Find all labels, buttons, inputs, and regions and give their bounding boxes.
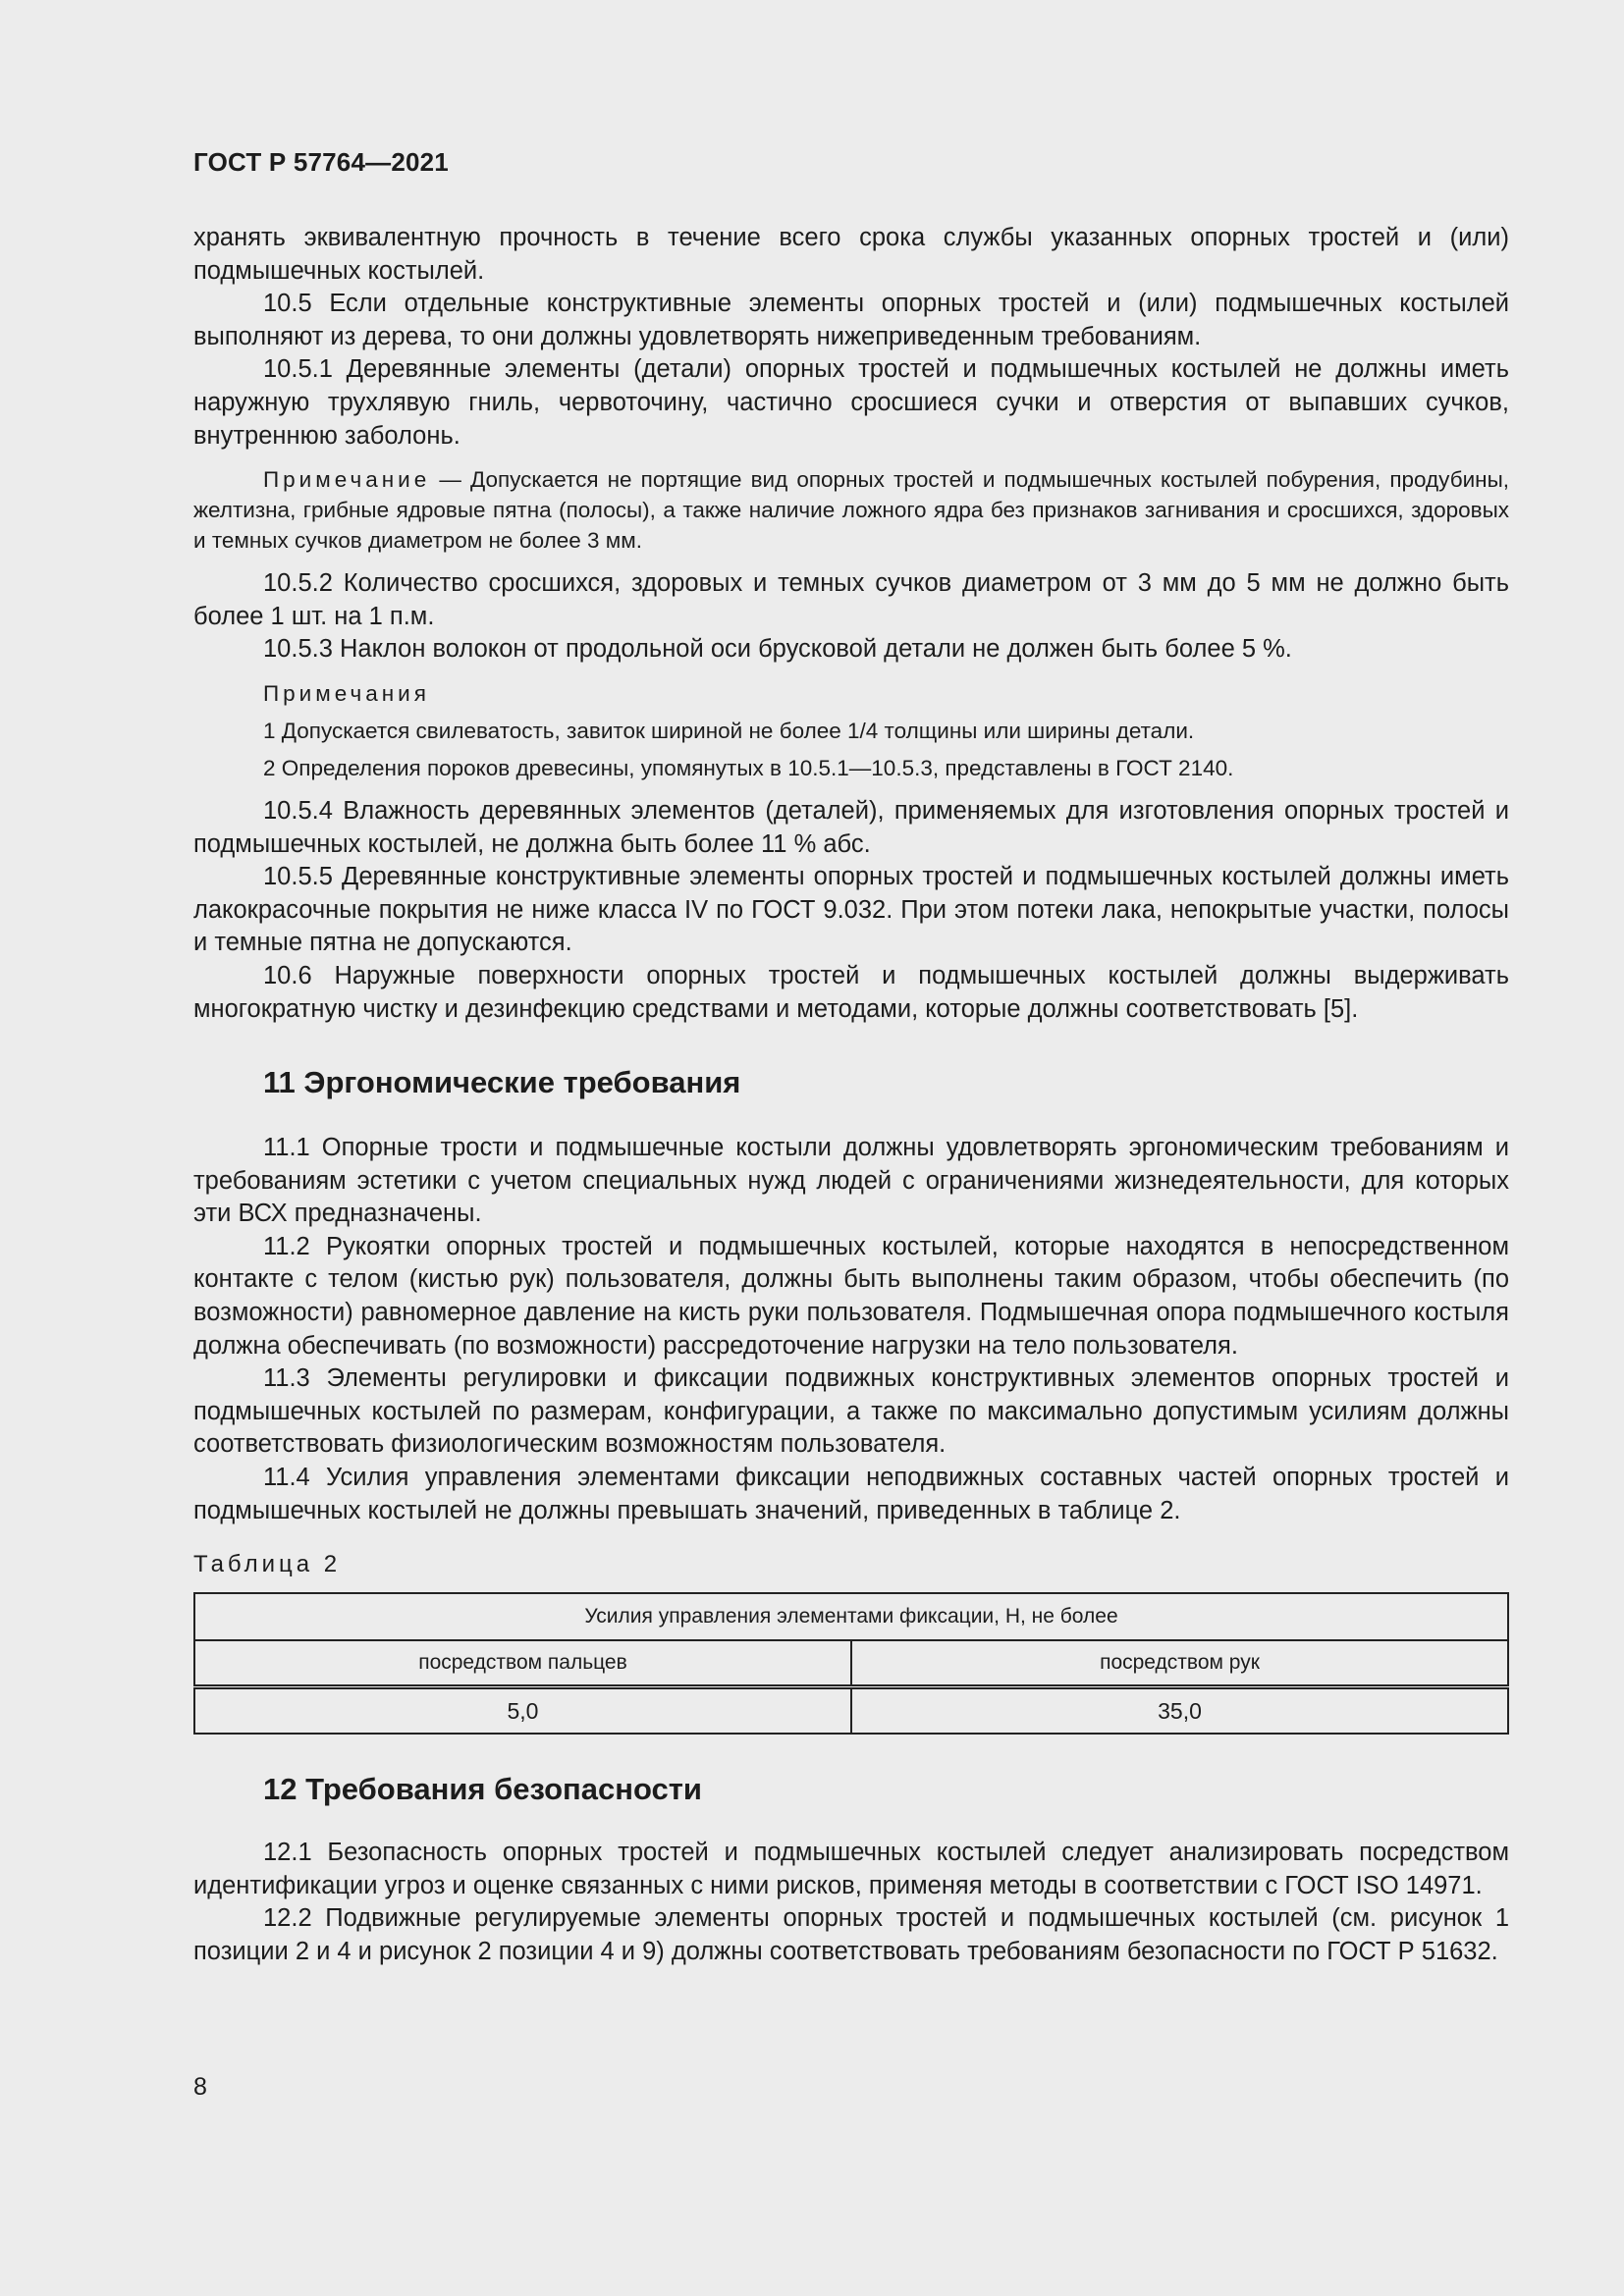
section-heading-11: 11 Эргономические требования bbox=[263, 1065, 741, 1100]
paragraph-10-5-4: 10.5.4 Влажность деревянных элементов (деталей), применяемых для изготовления опорных тростей и подмышечных костылей, не должна быть более 11 % абс. bbox=[193, 796, 1509, 858]
paragraph-11-3: 11.3 Элементы регулировки и фиксации подвижных конструктивных элементов опорных тростей и подмышечных костылей по размерам, конфигурации, а также по максимально допустимым усилиям должны соответствовать физиологическим возможностям пользователя. bbox=[193, 1364, 1509, 1459]
table-column-fingers: посредством пальцев bbox=[194, 1640, 851, 1687]
paragraph-10-5-1: 10.5.1 Деревянные элементы (детали) опорных тростей и подмышечных костылей не должны иметь наружную трухлявую гниль, червоточину, частично сросшиеся сучки и отверстия от выпавших сучков, внутреннюю заболонь. bbox=[193, 355, 1509, 450]
paragraph-12-2: 12.2 Подвижные регулируемые элементы опорных тростей и подмышечных костылей (см. рисунок 1 позиции 2 и 4 и рисунок 2 позиции 4 и 9) должны соответствовать требованиям безопасности по ГОСТ Р 51632. bbox=[193, 1904, 1509, 1965]
document-header: ГОСТ Р 57764—2021 bbox=[193, 147, 449, 177]
paragraph-10-6: 10.6 Наружные поверхности опорных тростей и подмышечных костылей должны выдерживать многократную чистку и дезинфекцию средствами и методами, которые должны соответствовать [5]. bbox=[193, 961, 1509, 1023]
note-item-1: 1 Допускается свилеватость, завиток шириной не более 1/4 толщины или ширины детали. bbox=[263, 718, 1195, 743]
paragraph-continuation: хранять эквивалентную прочность в течение всего срока службы указанных опорных тростей и (или) подмышечных костылей. bbox=[193, 224, 1509, 285]
paragraph-10-5-2: 10.5.2 Количество сросшихся, здоровых и темных сучков диаметром от 3 мм до 5 мм не должно быть более 1 шт. на 1 п.м. bbox=[193, 569, 1509, 630]
paragraph-11-1: 11.1 Опорные трости и подмышечные костыли должны удовлетворять эргономическим требованиям и требованиям эстетики с учетом специальных нужд людей с ограничениями жизнедеятельности, для которых эти ВСХ предназначены. bbox=[193, 1134, 1509, 1228]
paragraph-10-5-3: 10.5.3 Наклон волокон от продольной оси брусковой детали не должен быть более 5 %. bbox=[263, 635, 1292, 664]
table-header-cell: Усилия управления элементами фиксации, Н, не более bbox=[194, 1593, 1508, 1640]
note-10-5-1 bbox=[193, 464, 1509, 556]
paragraph-12-1: 12.1 Безопасность опорных тростей и подмышечных костылей следует анализировать посредством идентификации угроз и оценке связанных с ними рисков, применяя методы в соответствии с ГОСТ ISO 14971. bbox=[193, 1839, 1509, 1899]
paragraph-10-5-5: 10.5.5 Деревянные конструктивные элементы опорных тростей и подмышечных костылей должны иметь лакокрасочные покрытия не ниже класса IV по ГОСТ 9.032. При этом потеки лака, непокрытые участки, полосы и темные пятна не допускаются. bbox=[193, 863, 1509, 957]
section-heading-12: 12 Требования безопасности bbox=[263, 1772, 702, 1807]
paragraph-11-4: 11.4 Усилия управления элементами фиксации неподвижных составных частей опорных тростей и подмышечных костылей не должны превышать значений, приведенных в таблице 2. bbox=[193, 1464, 1509, 1524]
table-value-hands: 35,0 bbox=[851, 1687, 1508, 1735]
document-body bbox=[193, 222, 1509, 1969]
notes-label: Примечания bbox=[263, 680, 430, 706]
paragraph-11-2: 11.2 Рукоятки опорных тростей и подмышечных костылей, которые находятся в непосредственном контакте с телом (кистью рук) пользователя, должны быть выполнены таким образом, чтобы обеспечить (по возможности) равномерное давление на кисть руки пользователя. Подмышечная опора подмышечного костыля должна обеспечивать (по возможности) рассредоточение нагрузки на тело пользователя. bbox=[193, 1232, 1509, 1360]
paragraph-10-5: 10.5 Если отдельные конструктивные элементы опорных тростей и (или) подмышечных костылей выполняют из дерева, то они должны удовлетворять нижеприведенным требованиям. bbox=[193, 290, 1509, 350]
forces-table bbox=[193, 1592, 1509, 1735]
note-label: Примечание bbox=[263, 467, 431, 493]
page-number: 8 bbox=[193, 2073, 207, 2101]
table-caption: Таблица 2 bbox=[193, 1551, 342, 1578]
table-column-hands: посредством рук bbox=[851, 1640, 1508, 1687]
table-value-fingers: 5,0 bbox=[194, 1687, 851, 1735]
note-item-2: 2 Определения пороков древесины, упомянутых в 10.5.1—10.5.3, представлены в ГОСТ 2140. bbox=[263, 755, 1234, 780]
note-text: — Допускается не портящие вид опорных тростей и подмышечных костылей побурения, продубины, желтизна, грибные ядровые пятна (полосы), а также наличие ложного ядра без признаков загнивания и сросшихся, здоровых и темных сучков диаметром не более 3 мм. bbox=[193, 467, 1509, 554]
